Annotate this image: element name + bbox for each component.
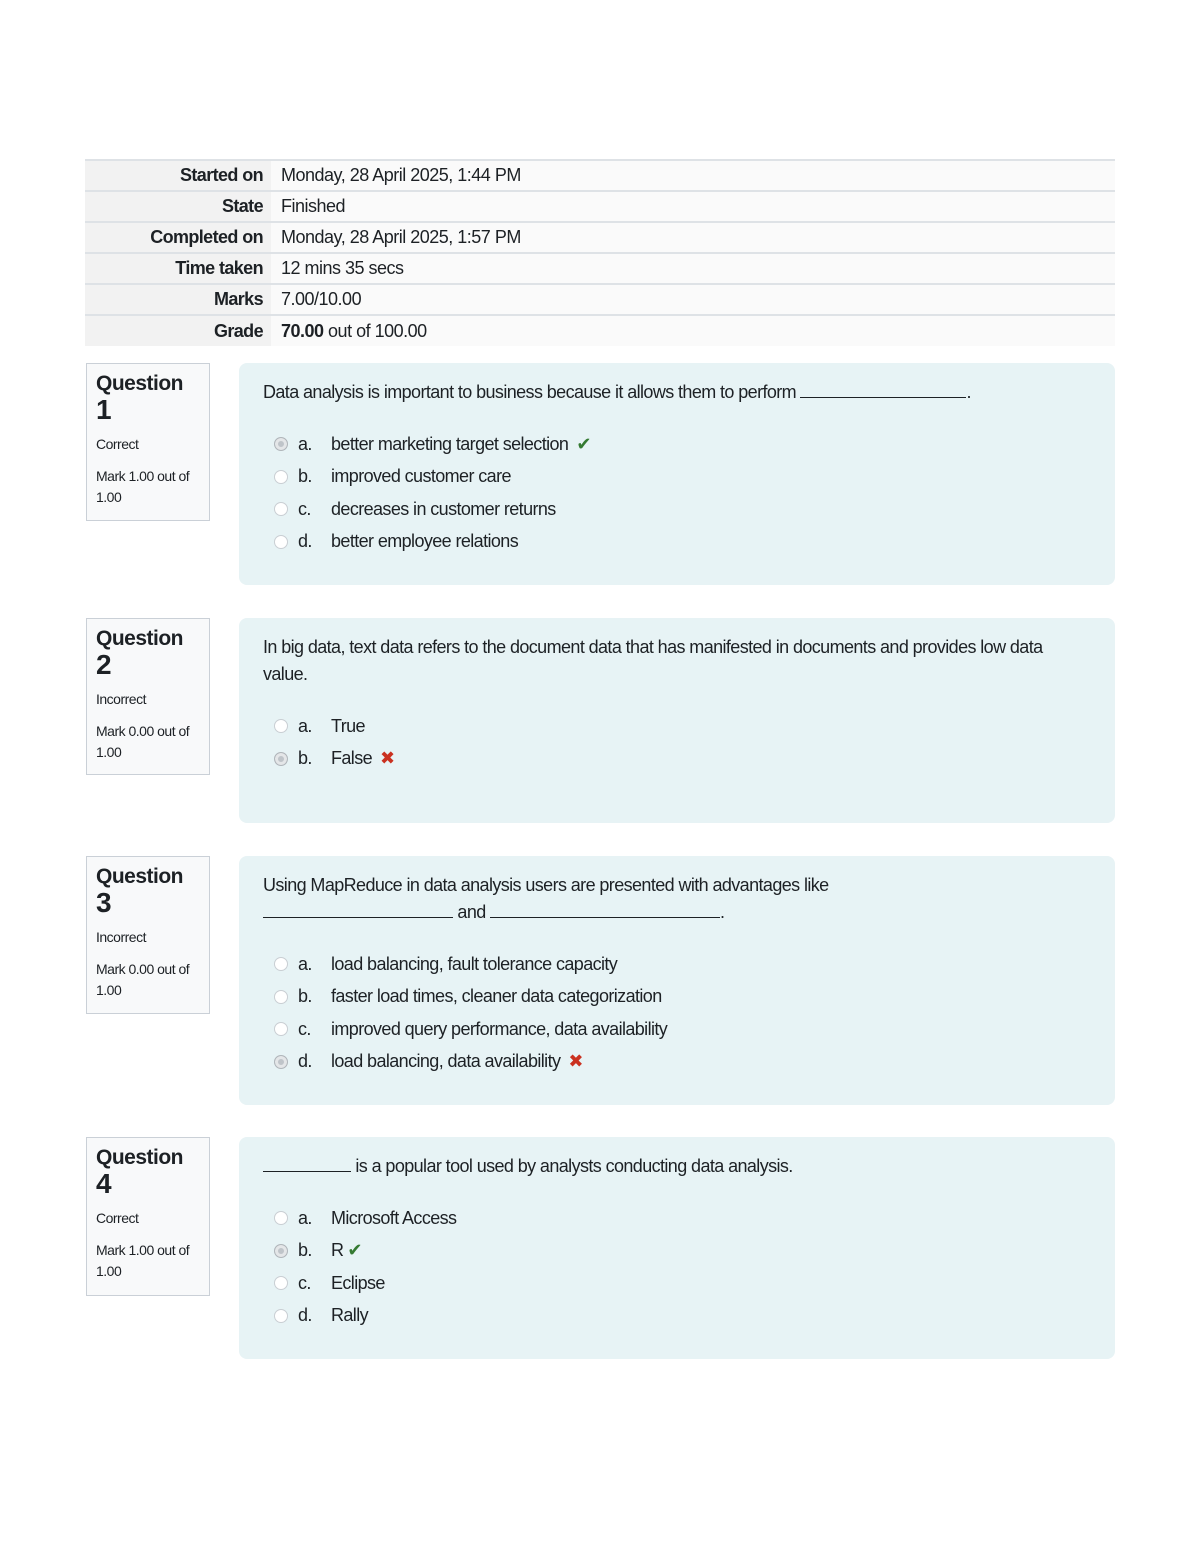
radio-selected-icon[interactable]	[274, 1244, 288, 1258]
radio-icon[interactable]	[274, 957, 288, 971]
option-text: Rally	[331, 1305, 369, 1326]
summary-row-completed	[85, 222, 1115, 253]
question-number: 3	[96, 887, 112, 918]
radio-selected-icon[interactable]	[274, 752, 288, 766]
question-label: Question	[96, 1146, 184, 1169]
option-text: improved customer care	[331, 466, 511, 487]
radio-icon[interactable]	[274, 719, 288, 733]
summary-value	[271, 315, 1115, 346]
answer-options	[263, 1202, 1091, 1332]
radio-selected-icon[interactable]	[274, 437, 288, 451]
question-label: Question	[96, 372, 184, 395]
radio-icon[interactable]	[274, 535, 288, 549]
radio-icon[interactable]	[274, 1022, 288, 1036]
cross-icon: ✖	[380, 748, 395, 769]
answer-blank	[800, 383, 966, 398]
summary-value: 7.00/10.00	[271, 284, 1115, 315]
option-letter: c.	[298, 1018, 311, 1039]
question-text-part: is a popular tool used by analysts conducting data analysis.	[355, 1156, 793, 1176]
question-formulation	[239, 363, 1115, 585]
question-label: Question	[96, 865, 184, 888]
answer-options	[263, 428, 1091, 558]
option-letter: b.	[298, 1240, 312, 1261]
option-letter: b.	[298, 466, 312, 487]
option-letter: c.	[298, 498, 311, 519]
question-formulation	[239, 856, 1115, 1105]
answer-option[interactable]	[263, 1046, 1091, 1079]
option-text: True	[331, 715, 365, 736]
question-info	[86, 856, 210, 1014]
cross-icon: ✖	[568, 1051, 583, 1072]
question-info	[86, 618, 210, 775]
grade-score: 70.00	[281, 320, 324, 341]
question-text-part: and	[457, 902, 486, 922]
question-mark: Mark 0.00 out of 1.00	[96, 723, 190, 760]
question-formulation	[239, 618, 1115, 823]
question-number: 4	[96, 1168, 112, 1199]
option-letter: a.	[298, 953, 312, 974]
answer-option[interactable]	[263, 1013, 1091, 1046]
option-text: faster load times, cleaner data categorization	[331, 986, 662, 1007]
summary-value: Monday, 28 April 2025, 1:44 PM	[271, 160, 1115, 191]
answer-option[interactable]	[263, 1267, 1091, 1300]
check-icon: ✔	[347, 1240, 362, 1261]
option-text: decreases in customer returns	[331, 498, 556, 519]
question-mark: Mark 0.00 out of 1.00	[96, 961, 190, 998]
summary-row-state	[85, 191, 1115, 222]
question-text	[263, 872, 1091, 926]
radio-icon[interactable]	[274, 1276, 288, 1290]
radio-icon[interactable]	[274, 1309, 288, 1323]
summary-value: Monday, 28 April 2025, 1:57 PM	[271, 222, 1115, 253]
summary-row-started	[85, 160, 1115, 191]
radio-icon[interactable]	[274, 470, 288, 484]
question-state: Correct	[96, 1210, 139, 1226]
option-text: load balancing, fault tolerance capacity	[331, 953, 618, 974]
question-label: Question	[96, 627, 184, 650]
answer-options	[263, 948, 1091, 1078]
option-letter: b.	[298, 748, 312, 769]
question-text	[263, 379, 1091, 406]
answer-option[interactable]	[263, 981, 1091, 1014]
answer-option[interactable]	[263, 710, 1091, 743]
answer-blank	[263, 1157, 351, 1172]
question-mark: Mark 1.00 out of 1.00	[96, 1242, 190, 1279]
question-text-part: .	[720, 902, 725, 922]
answer-option[interactable]	[263, 428, 1091, 461]
option-letter: c.	[298, 1272, 311, 1293]
answer-option[interactable]	[263, 948, 1091, 981]
summary-value: 12 mins 35 secs	[271, 253, 1115, 284]
answer-blank	[263, 903, 453, 918]
option-text: False	[331, 748, 373, 769]
answer-option[interactable]	[263, 1300, 1091, 1333]
summary-label: Completed on	[85, 222, 271, 253]
option-text: Eclipse	[331, 1272, 385, 1293]
option-letter: a.	[298, 433, 312, 454]
question-formulation	[239, 1137, 1115, 1359]
answer-options	[263, 710, 1091, 775]
answer-option[interactable]	[263, 493, 1091, 526]
answer-option[interactable]	[263, 526, 1091, 559]
option-letter: a.	[298, 1207, 312, 1228]
question-text-part: .	[966, 382, 971, 402]
attempt-summary-table	[85, 159, 1115, 346]
question-text: In big data, text data refers to the document data that has manifested in documents and provides low data value.	[263, 637, 1043, 684]
option-text: Microsoft Access	[331, 1207, 457, 1228]
summary-row-marks	[85, 284, 1115, 315]
summary-value: Finished	[271, 191, 1115, 222]
option-letter: d.	[298, 531, 312, 552]
radio-selected-icon[interactable]	[274, 1055, 288, 1069]
option-text: better marketing target selection	[331, 433, 569, 454]
radio-icon[interactable]	[274, 502, 288, 516]
option-text: improved query performance, data availability	[331, 1018, 668, 1039]
answer-option[interactable]	[263, 743, 1091, 776]
grade-out-of: out of 100.00	[323, 320, 427, 341]
option-text: load balancing, data availability	[331, 1051, 561, 1072]
option-letter: d.	[298, 1051, 312, 1072]
summary-row-grade	[85, 315, 1115, 346]
option-letter: d.	[298, 1305, 312, 1326]
radio-icon[interactable]	[274, 990, 288, 1004]
check-icon: ✔	[576, 433, 591, 454]
question-number: 1	[96, 394, 112, 425]
option-text: better employee relations	[331, 531, 519, 552]
option-letter: b.	[298, 986, 312, 1007]
question-text-part: Using MapReduce in data analysis users are presented with advantages like	[263, 875, 829, 895]
answer-option[interactable]	[263, 1235, 1091, 1268]
option-text: R	[331, 1240, 344, 1261]
question-state: Incorrect	[96, 929, 146, 945]
option-letter: a.	[298, 715, 312, 736]
summary-label: Started on	[85, 160, 271, 191]
summary-label: Time taken	[85, 253, 271, 284]
question-mark: Mark 1.00 out of 1.00	[96, 468, 190, 505]
question-info	[86, 1137, 210, 1296]
summary-label: Grade	[85, 315, 271, 346]
summary-label: Marks	[85, 284, 271, 315]
answer-option[interactable]	[263, 1202, 1091, 1235]
radio-icon[interactable]	[274, 1211, 288, 1225]
summary-label: State	[85, 191, 271, 222]
question-info	[86, 363, 210, 521]
question-state: Incorrect	[96, 691, 146, 707]
question-state: Correct	[96, 436, 139, 452]
question-number: 2	[96, 649, 112, 680]
answer-blank	[490, 903, 720, 918]
answer-option[interactable]	[263, 461, 1091, 494]
question-text-part: Data analysis is important to business because it allows them to perform	[263, 382, 797, 402]
summary-row-time-taken	[85, 253, 1115, 284]
question-text	[263, 1153, 1091, 1180]
